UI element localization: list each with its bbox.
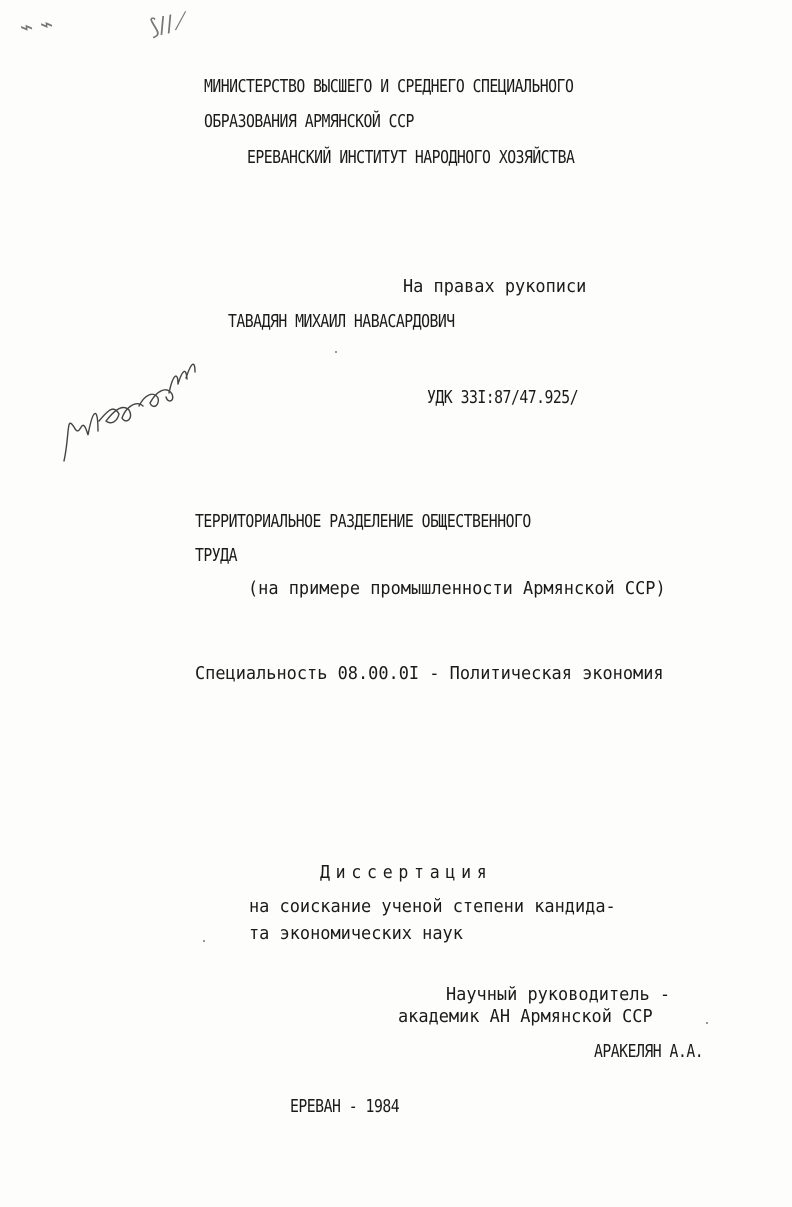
- manuscript-rights: На правах рукописи: [403, 276, 587, 297]
- degree-line-2: та экономических наук: [249, 923, 463, 944]
- dissertation-title-line-2: ТРУДА: [195, 545, 237, 566]
- author-name: ТАВАДЯН МИХАИЛ НАВАСАРДОВИЧ: [228, 311, 455, 332]
- dissertation-heading: Диссертация: [320, 862, 493, 883]
- archive-number-mark: ⟆∕∕⟋: [147, 8, 191, 41]
- supervisor-role-line-1: Научный руководитель -: [446, 984, 671, 1005]
- scan-speck: [335, 351, 337, 353]
- dissertation-subtitle: (на примере промышленности Армянской ССР): [248, 578, 666, 599]
- institute-name: ЕРЕВАНСКИЙ ИНСТИТУТ НАРОДНОГО ХОЗЯЙСТВА: [247, 147, 575, 168]
- supervisor-name: АРАКЕЛЯН А.А.: [594, 1041, 704, 1062]
- scan-speck: [706, 1022, 708, 1024]
- supervisor-role-line-2: академик АН Армянской ССР: [398, 1006, 653, 1027]
- top-left-pencil-mark: ⌁ ⌁: [18, 11, 55, 42]
- ministry-line-1: МИНИСТЕРСТВО ВЫСШЕГО И СРЕДНЕГО СПЕЦИАЛЬНОГО: [204, 76, 574, 97]
- specialty: Специальность 08.00.0I - Политическая экономия: [195, 663, 664, 684]
- udc-code: УДК 33I:87/47.925/: [427, 387, 579, 408]
- place-year: ЕРЕВАН - 1984: [290, 1096, 400, 1117]
- handwritten-signature: [56, 355, 201, 467]
- scan-speck: [203, 940, 205, 942]
- dissertation-title-line-1: ТЕРРИТОРИАЛЬНОЕ РАЗДЕЛЕНИЕ ОБЩЕСТВЕННОГО: [195, 511, 531, 532]
- degree-line-1: на соискание ученой степени кандида-: [249, 896, 616, 917]
- ministry-line-2: ОБРАЗОВАНИЯ АРМЯНСКОЙ ССР: [204, 111, 414, 132]
